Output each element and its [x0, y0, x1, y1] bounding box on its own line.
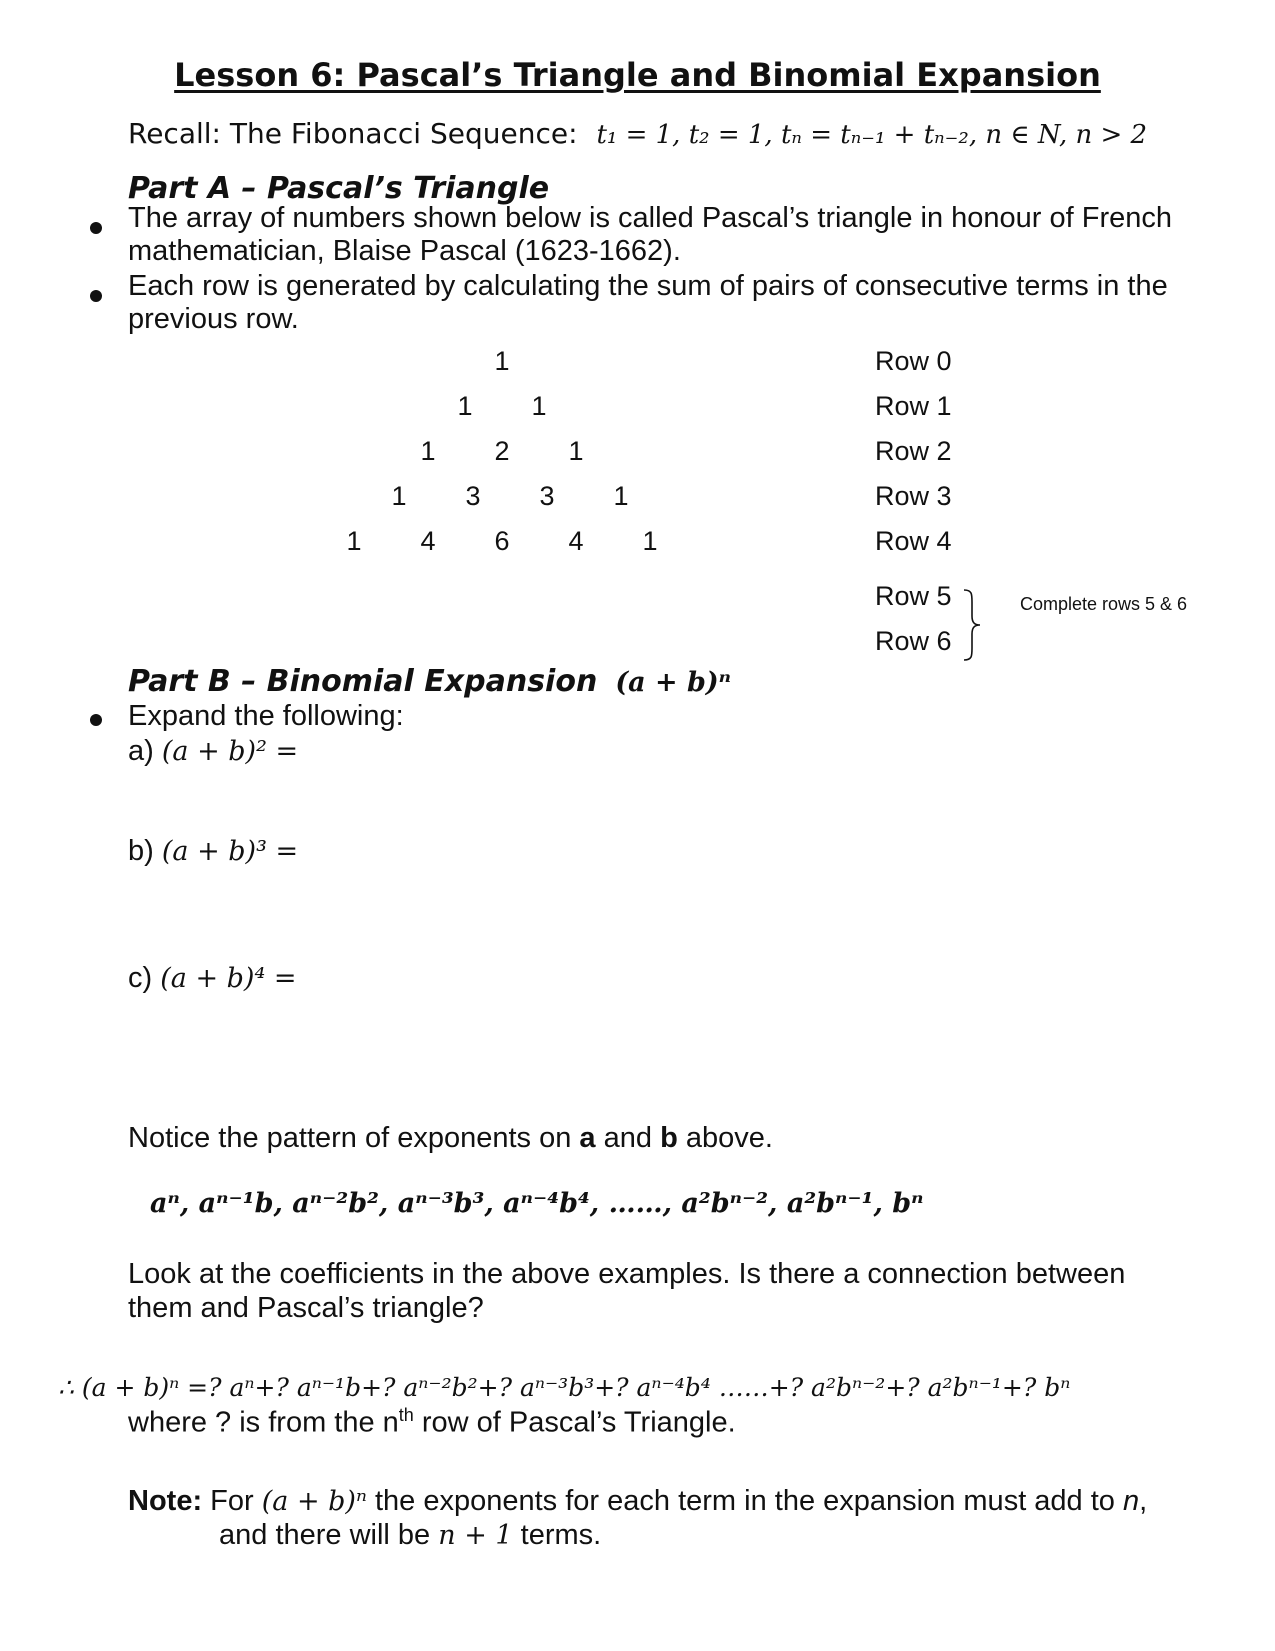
- item-label: b): [128, 835, 154, 867]
- part-b-bullet: Expand the following:: [128, 700, 404, 732]
- recall-line: [128, 117, 1147, 150]
- where-text: where ? is from the n: [128, 1406, 399, 1439]
- notice-and: and: [595, 1122, 661, 1154]
- bullet-icon: [90, 290, 102, 302]
- triangle-entry: 1: [420, 436, 436, 466]
- expand-item-b: [128, 835, 298, 868]
- item-expression: (a + b)⁴ =: [160, 963, 297, 994]
- complete-rows-note: Complete rows 5 & 6: [1020, 594, 1188, 614]
- row-label: Row 0: [875, 346, 952, 376]
- part-b-heading: [128, 664, 731, 699]
- fibonacci-formula: t₁ = 1, t₂ = 1, tₙ = tₙ₋₁ + tₙ₋₂, n ∈ N, n > 2: [596, 120, 1148, 150]
- triangle-entry: 1: [531, 391, 547, 421]
- row-label: Row 3: [875, 481, 952, 511]
- bullet-icon: [90, 714, 102, 726]
- note-text-2-end: terms.: [512, 1519, 602, 1551]
- note-text-end: ,: [1139, 1485, 1148, 1517]
- triangle-entry: 1: [494, 346, 510, 376]
- triangle-entry: 3: [539, 481, 555, 511]
- triangle-entry: 1: [613, 481, 629, 511]
- triangle-entry: 4: [568, 526, 584, 556]
- note-line-2: [219, 1519, 601, 1552]
- notice-b: b: [660, 1122, 678, 1154]
- where-sup: th: [398, 1405, 414, 1425]
- triangle-entry: 2: [494, 436, 510, 466]
- item-label: c): [128, 962, 153, 994]
- page-title: Lesson 6: Pascal’s Triangle and Binomial Expansion: [174, 56, 1101, 94]
- row-label: Row 4: [875, 526, 952, 556]
- triangle-entry: 4: [420, 526, 436, 556]
- triangle-entry: 6: [494, 526, 510, 556]
- notice-line: [128, 1122, 773, 1155]
- triangle-entry: 1: [391, 481, 407, 511]
- look-line-2: them and Pascal’s triangle?: [128, 1292, 484, 1324]
- part-a-bullet-1: The array of numbers shown below is called Pascal’s triangle in honour of French mathematician, Blaise Pascal (1623-1662).: [128, 202, 1172, 267]
- where-text-end: row of Pascal’s Triangle.: [413, 1406, 736, 1439]
- item-expression: (a + b)³ =: [161, 836, 299, 867]
- expand-item-a: [128, 735, 298, 768]
- triangle-entry: 1: [346, 526, 362, 556]
- binomial-formula: ∴ (a + b)ⁿ =? aⁿ+? aⁿ⁻¹b+? aⁿ⁻²b²+? aⁿ⁻³b³+? aⁿ⁻⁴b⁴ ……+? a²bⁿ⁻²+? a²bⁿ⁻¹+? bⁿ: [58, 1373, 1071, 1402]
- notice-a: a: [579, 1122, 596, 1154]
- triangle-entry: 1: [642, 526, 658, 556]
- part-b-heading-expr: (a + b)ⁿ: [615, 667, 732, 698]
- notice-text-end: above.: [677, 1122, 773, 1154]
- right-brace-icon: [960, 588, 984, 662]
- note-expr: (a + b)ⁿ: [261, 1486, 367, 1517]
- note-label: Note:: [128, 1485, 203, 1517]
- row-label: Row 1: [875, 391, 952, 421]
- bullet-icon: [90, 222, 102, 234]
- item-expression: (a + b)² =: [161, 736, 299, 767]
- row-label: Row 6: [875, 626, 952, 656]
- where-line: [128, 1405, 736, 1440]
- triangle-entry: 3: [465, 481, 481, 511]
- note-expr-2: n + 1: [438, 1520, 513, 1551]
- triangle-entry: 1: [568, 436, 584, 466]
- part-a-bullet-2: Each row is generated by calculating the sum of pairs of consecutive terms in the previous row.: [128, 270, 1168, 335]
- note-n: n: [1123, 1485, 1140, 1517]
- note-text-mid: the exponents for each term in the expansion must add to: [366, 1485, 1123, 1517]
- notice-text: Notice the pattern of exponents on: [128, 1122, 580, 1154]
- look-line-1: Look at the coefficients in the above examples. Is there a connection between: [128, 1258, 1126, 1290]
- note-text-2: and there will be: [219, 1519, 439, 1551]
- row-label: Row 2: [875, 436, 952, 466]
- note-text: For: [202, 1485, 262, 1517]
- item-label: a): [128, 735, 154, 767]
- row-label: Row 5: [875, 581, 952, 611]
- part-a-heading: Part A – Pascal’s Triangle: [128, 171, 550, 206]
- triangle-entry: 1: [457, 391, 473, 421]
- part-b-heading-text: Part B – Binomial Expansion: [128, 664, 598, 699]
- recall-label: Recall: The Fibonacci Sequence:: [128, 117, 578, 150]
- exponent-pattern: aⁿ, aⁿ⁻¹b, aⁿ⁻²b², aⁿ⁻³b³, aⁿ⁻⁴b⁴, ……, a²bⁿ⁻², a²bⁿ⁻¹, bⁿ: [150, 1188, 924, 1219]
- expand-item-c: [128, 962, 297, 995]
- note-line-1: [128, 1485, 1147, 1518]
